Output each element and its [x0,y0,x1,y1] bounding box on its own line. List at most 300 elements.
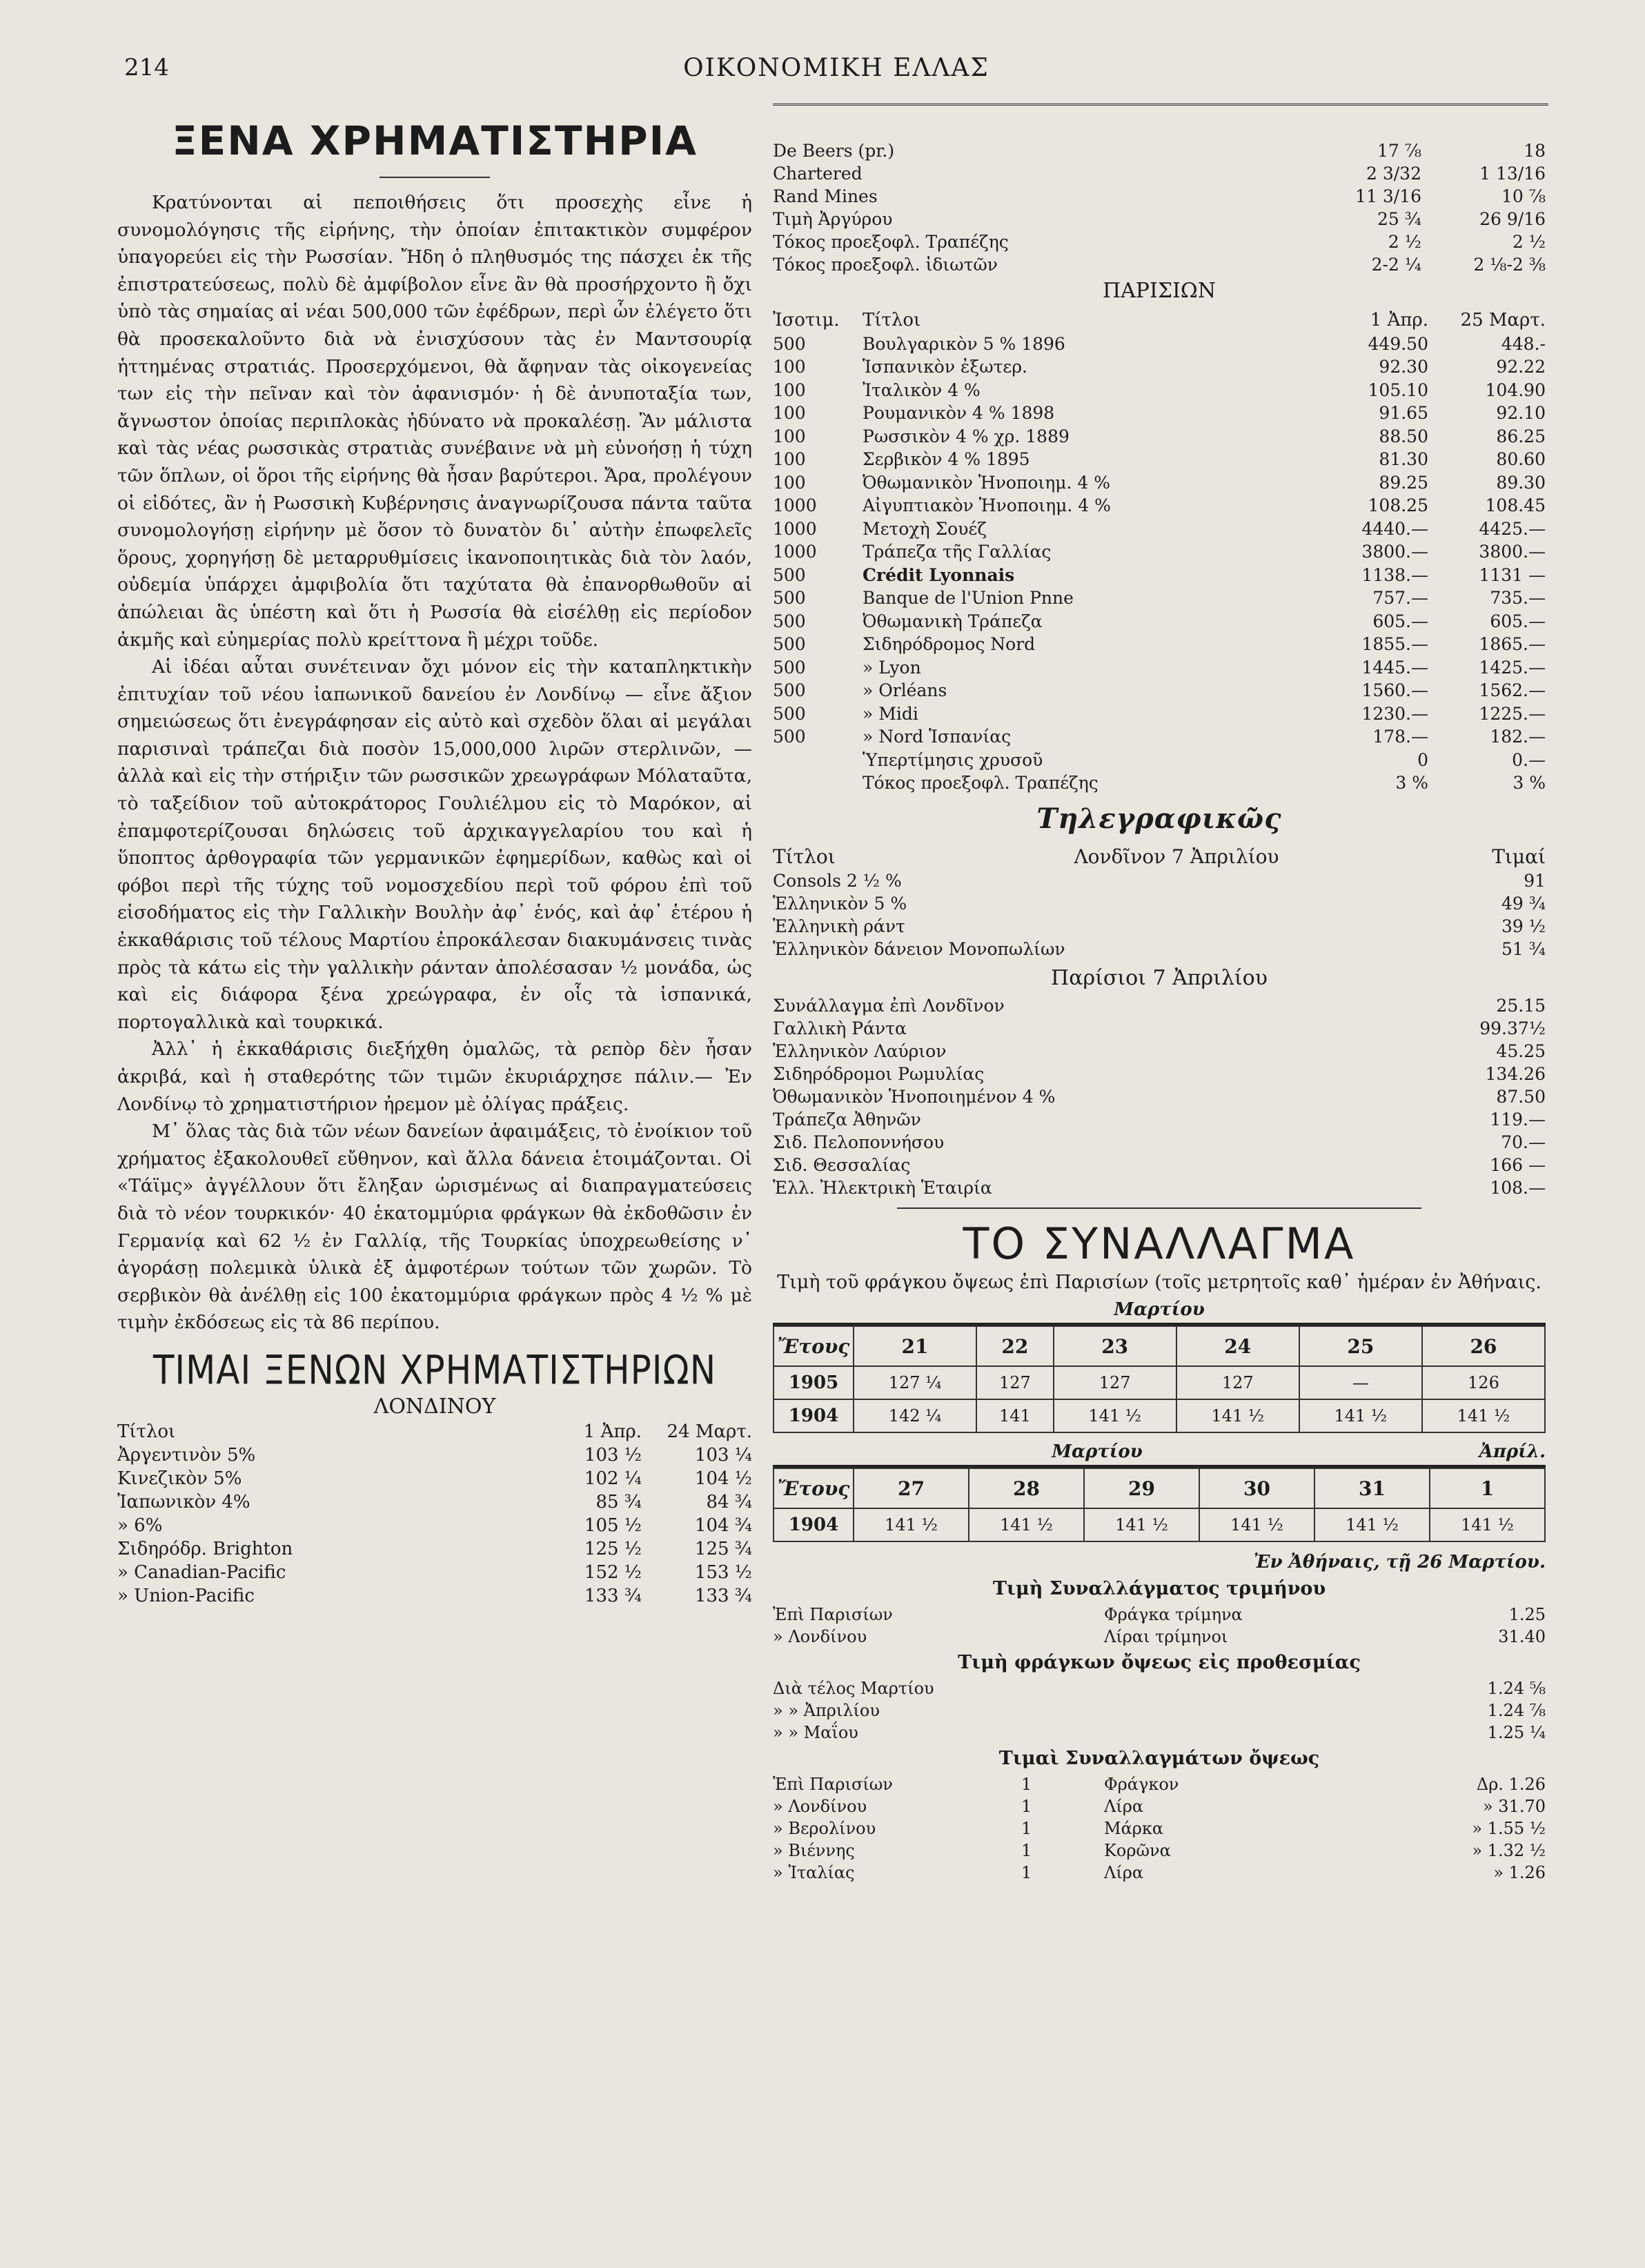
rate-cell: 141 ½ [1314,1508,1430,1541]
rate-cell: 127 [1176,1366,1299,1399]
table-row [773,770,1546,793]
rate-cell: 141 ½ [1299,1399,1422,1432]
table-header-row [774,1326,1545,1366]
row-value: 86.25 [1496,426,1546,446]
dateline: Ἐν Ἀθήναις, τῇ 26 Μαρτίου. [1253,1552,1546,1572]
row-value: 102 ¼ [584,1468,642,1489]
row-value: 153 ½ [694,1561,752,1583]
row-value: 1138.— [1361,564,1428,585]
row-name: Τιμὴ Ἀργύρου [773,209,893,229]
nominal-header: Ἰσοτιμ. [773,310,840,331]
table-row [773,936,1546,959]
row-name: Τόκος προεξοφλ. Τραπέζης [773,232,1009,252]
table-row [773,1772,1546,1794]
row-name: » » Μαΐου [773,1723,858,1742]
row-name: Ὀθωμανικὸν Ἡνοποιημένον 4 % [773,1087,1056,1107]
table-row [773,1860,1546,1882]
row-value: 84 ¾ [706,1491,752,1512]
row-value: 39 ½ [1501,916,1546,936]
row-value: 0 [1417,749,1428,770]
row-value: 1.24 ⅞ [1487,1701,1546,1720]
london-tel-rows [773,868,1546,959]
rate-cell: 141 ½ [1430,1508,1545,1541]
month-label-row [773,1439,1546,1465]
table-row [773,184,1546,206]
article-paragraph: Κρατύνονται αἱ πεποιθήσεις ὅτι προσεχὴς εἶνε ἡ συνομολόγησις τῆς εἰρήνης, τὴν ὁποίαν ἐπιτακτικὸν συμφέρον ὑπαγορεύει εἰς τὴν Ρωσσίαν. Ἤδη ὁ πληθυσμός της πάσχει ἐκ τῆς ἐπιστρατεύσεως, πολὺ δὲ ἀμφίβολον εἶνε ἂν θὰ προσήρχοντο ἢ ὄχι ὑπὸ τὰς σημαίας αἱ νέαι 500,000 τῶν ἐφέδρων, περὶ ὧν ἐλέγετο ὅτι θὰ προσεκαλοῦντο διὰ νὰ ἐνισχύσουν τὰς ἐν Μαντσουρίᾳ ἡττημένας στρατιάς. Προσερχόμενοι, θὰ ἄφηναν τὰς οἰκογενείας των εἰς τὴν πεῖναν καὶ τὸν ἀφανισμόν· ἡ δὲ ἀνυποταξία των, ἄγνωστον ὁποίας περιπλοκὰς ἠδύνατο νὰ προκαλέσῃ. Ἂν μάλιστα καὶ τὰς νέας ρωσσικὰς στρατιὰς συνέβαινε νὰ μὴ εὐνοήσῃ ἡ τύχη τῶν ὅπλων, οἱ ὅροι τῆς εἰρήνης θὰ ἦσαν βαρύτεροι. Ἄρα, προλέγουν οἱ εἰδότες, ἂν ἡ Ρωσσικὴ Κυβέρνησις ἀναγνωρίζουσα πάντα ταῦτα συνομολογήσῃ εἰρήνην μὲ ὅσον τὸ δυνατὸν δι᾽ αὐτὴν ἐπωφελεῖς ὅρους, χορηγήσῃ δὲ μεταρρυθμίσεις ἱκανοποιητικὰς διὰ τὸν λαόν, οὐδεμία ὑπάρχει ἀμφιβολία ὅτι ταχύτατα θὰ ἐπανορθωθοῦν αἱ ἀπώλειαι ἃς ὑπέστη καὶ ὅτι ἡ Ρωσσία θὰ εἰσέλθῃ εἰς περίοδον ἀκμῆς καὶ εὐημερίας πολὺ κρείττονα ἢ μέχρι τοῦδε. [117,192,752,651]
day-header: 30 [1199,1468,1314,1508]
day-header: 22 [976,1326,1054,1366]
row-value: 605.— [1490,611,1546,631]
telegraph-title: Τηλεγραφικῶς [1036,802,1282,835]
row-value: 125 ¾ [694,1538,752,1559]
paris-tel-rows [773,993,1546,1198]
row-value: 757.— [1372,588,1428,608]
table-row [773,1084,1546,1107]
rate-cell: 142 ¼ [854,1399,976,1432]
rate-cell: 141 ½ [1084,1508,1199,1541]
table-row [773,700,1546,724]
table-row [773,1016,1546,1038]
year-cell: 1904 [774,1508,854,1541]
rate-cell: 127 ¼ [854,1366,976,1399]
row-name: Ἑλληνικὸν δάνειον Μονοπωλίων [773,939,1065,959]
row-name: Rand Mines [773,186,878,206]
row-value: 104 ¾ [694,1515,752,1536]
row-value: 25.15 [1496,996,1546,1016]
row-nominal: 500 [773,680,806,700]
row-value: 178.— [1372,727,1428,747]
rate-cell: 127 [976,1366,1054,1399]
row-value: 108.25 [1368,495,1428,515]
row-name: Τράπεζα Ἀθηνῶν [773,1110,921,1130]
row-value: 1.25 ¼ [1487,1723,1546,1742]
day-header: 25 [1299,1326,1422,1366]
row-nominal: 500 [773,727,806,747]
row-qty: 1 [1021,1863,1032,1882]
london-label: ΛΟΝΔΙΝΟΥ [373,1394,496,1419]
row-value: 2 ⅛-2 ⅜ [1473,255,1546,275]
row-value: 1131 — [1479,564,1546,585]
year-cell: 1904 [774,1399,854,1432]
row-name: Σερβικὸν 4 % 1895 [863,449,1030,469]
row-value: 1425.— [1479,657,1546,678]
table-row [773,891,1546,914]
row-name: Consols 2 ½ % [773,871,902,891]
row-value: 81.30 [1379,449,1428,469]
top-price-rows [773,138,1546,275]
row-value: 3800.— [1361,542,1428,562]
date1-header: 1 Ἀπρ. [583,1421,642,1442]
year-header: Ἔτους [774,1468,854,1508]
section-divider [897,1207,1421,1209]
row-name: » Βερολίνου [773,1819,876,1838]
page-header [124,54,1548,95]
row-unit: Μάρκα [1104,1819,1164,1838]
header-rule [773,103,1548,106]
row-value: 31.40 [1498,1627,1546,1646]
table-row [773,1816,1546,1838]
row-name: Ἑλληνικὸν Λαύριον [773,1041,947,1061]
row-name: Σιδηρόδρομοι Ρωμυλίας [773,1064,985,1084]
row-value: 3 % [1513,773,1546,793]
row-nominal: 500 [773,333,806,354]
row-name: Ἐπὶ Παρισίων [773,1605,893,1624]
table-row [773,161,1546,184]
row-name: » Λονδίνου [773,1627,867,1646]
article-title: ΞΕΝΑ ΧΡΗΜΑΤΙΣΤΗΡΙΑ [171,117,698,164]
table-row [773,1152,1546,1175]
row-qty: 1 [1021,1841,1032,1860]
paris-tel-header: Παρίσιοι 7 Ἀπριλίου [1051,966,1268,990]
paris-label: ΠΑΡΙΣΙΩΝ [1102,279,1216,303]
table-row [773,631,1546,655]
row-name: Ἑλλ. Ἠλεκτρικὴ Ἑταιρία [773,1178,992,1198]
month-label: Μαρτίου [1114,1299,1205,1320]
row-name: Chartered [773,164,863,184]
row-value: 0.— [1512,749,1546,770]
row-value: 2-2 ¼ [1371,255,1421,275]
rate-cell: — [1299,1366,1422,1399]
row-name: » Βιέννης [773,1841,855,1860]
rate-cell: 141 ½ [1199,1508,1314,1541]
row-nominal: 500 [773,703,806,724]
day-header: 24 [1176,1326,1299,1366]
paris-header-row [773,307,1546,331]
prices-header: Τιμαί [1492,845,1546,868]
forward-rows [773,1676,1546,1742]
table-row [773,1794,1546,1816]
row-value: 25 ¾ [1377,209,1421,229]
row-name: Ὀθωμανικὸν Ἡνοποιημ. 4 % [863,472,1110,493]
row-name: » Ἰταλίας [773,1863,855,1882]
table-row [773,678,1546,701]
row-value: 88.50 [1379,426,1428,446]
row-unit: Λίρα [1104,1863,1144,1882]
table-row [773,1698,1546,1720]
row-name: » » Ἀπριλίου [773,1701,880,1720]
day-header: 1 [1430,1468,1545,1508]
rate-cell: 141 ½ [854,1508,969,1541]
row-name: » Canadian-Pacific [117,1561,286,1583]
row-value: 85 ¾ [595,1491,642,1512]
row-value: 103 ½ [584,1444,642,1466]
row-value: 104.90 [1485,379,1546,400]
row-name: » Orléans [863,680,947,700]
three-month-title: Τιμὴ Συναλλάγματος τριμήνου [992,1578,1326,1599]
right-column [773,138,1546,1882]
table-row [774,1508,1545,1541]
page-number: 214 [124,54,169,81]
row-name: Τόκος προεξοφλ. Τραπέζης [863,773,1099,793]
row-value: 449.50 [1368,333,1428,354]
day-header: 26 [1422,1326,1545,1366]
table-row [773,585,1546,609]
row-value: » 1.32 ½ [1472,1841,1546,1860]
row-name: Ρωσσικὸν 4 % χρ. 1889 [863,426,1070,446]
table-row [773,206,1546,229]
row-name: Συνάλλαγμα ἐπὶ Λονδῖνον [773,996,1005,1016]
row-value: 10 ⅞ [1501,186,1546,206]
row-value: » 1.55 ½ [1472,1819,1546,1838]
rate-cell: 141 [976,1399,1054,1432]
date2-header: 25 Μαρτ. [1460,310,1546,331]
row-name: » Nord Ἱσπανίας [863,727,1012,747]
row-unit: Φράγκα τρίμηνα [1104,1605,1243,1624]
row-name: Σιδηρόδρ. Brighton [117,1538,293,1559]
row-nominal: 100 [773,403,806,423]
row-value: 735.— [1490,588,1546,608]
rate-cell: 141 ½ [1176,1399,1299,1432]
title-rule [380,177,490,178]
table-row [773,654,1546,678]
row-value: 89.30 [1496,472,1546,493]
table-row [773,252,1546,275]
row-name: Ἰταλικὸν 4 % [863,379,981,400]
exchange-table-1 [773,1325,1546,1433]
row-nominal: 1000 [773,495,817,515]
table-row [773,1676,1546,1698]
row-qty: 1 [1021,1775,1032,1794]
row-value: 17 ⅞ [1377,141,1421,161]
row-value: » 1.26 [1493,1863,1546,1882]
row-value: 103 ¼ [694,1444,752,1466]
row-value: 134.26 [1485,1064,1546,1084]
publication-title: ΟΙΚΟΝΟΜΙΚΗ ΕΛΛΑΣ [683,54,989,82]
forward-title: Τιμὴ φράγκων ὄψεως εἰς προθεσμίας [958,1652,1361,1673]
row-qty: 1 [1021,1819,1032,1838]
row-value: 108.45 [1485,495,1546,515]
row-value: 1855.— [1361,634,1428,654]
row-name: Crédit Lyonnais [863,564,1015,585]
row-value: 99.37½ [1479,1018,1546,1038]
row-name: Κινεζικὸν 5% [117,1468,242,1489]
rate-cell: 126 [1422,1366,1545,1399]
row-value: 2 ½ [1388,232,1421,252]
table-row [773,993,1546,1016]
row-value: 87.50 [1496,1087,1546,1107]
row-value: 605.— [1372,611,1428,631]
table-row [117,1466,752,1489]
table-row [773,354,1546,377]
paris-rows [773,331,1546,793]
row-value: 1 13/16 [1479,164,1546,184]
row-name: Σιδ. Πελοποννήσου [773,1132,945,1152]
exchange-table-2 [773,1468,1546,1542]
table-row [773,1175,1546,1198]
table-row [773,1602,1546,1624]
table-row [773,562,1546,585]
row-value: 80.60 [1496,449,1546,469]
table-row [773,446,1546,470]
row-nominal: 100 [773,357,806,377]
row-nominal: 100 [773,426,806,446]
table-row [773,747,1546,770]
rate-cell: 141 ½ [1054,1399,1176,1432]
three-month-rows [773,1602,1546,1646]
date1-header: 1 Ἀπρ. [1370,310,1428,331]
row-name: Μετοχὴ Σουέζ [863,518,987,539]
titles-header: Τίτλοι [863,310,921,331]
table-row [117,1489,752,1512]
row-nominal: 500 [773,564,806,585]
table-row [773,138,1546,161]
row-value: 133 ¾ [694,1585,752,1606]
row-value: 1230.— [1361,703,1428,724]
rate-cell: 141 ½ [969,1508,1084,1541]
row-qty: 1 [1021,1797,1032,1816]
year-header: Ἔτους [774,1326,854,1366]
table-row [773,423,1546,446]
row-nominal: 100 [773,449,806,469]
row-value: 4425.— [1479,518,1546,539]
row-name: Βουλγαρικὸν 5 % 1896 [863,333,1065,354]
table-row [773,914,1546,936]
titles-header: Τίτλοι [773,845,836,868]
day-header: 31 [1314,1468,1430,1508]
day-header: 27 [854,1468,969,1508]
row-unit: Λίραι τρίμηνοι [1104,1627,1228,1646]
row-name: Ἀργεντινὸν 5% [117,1444,256,1466]
row-value: 49 ¾ [1501,894,1546,914]
row-value: 1560.— [1361,680,1428,700]
row-name: Banque de l'Union Pnne [863,588,1074,608]
row-name: Αἰγυπτιακὸν Ἡνοποιημ. 4 % [863,495,1111,515]
row-value: 133 ¾ [584,1585,642,1606]
row-name: Ἰαπωνικὸν 4% [117,1491,250,1512]
table-row [773,515,1546,539]
row-value: 3 % [1395,773,1428,793]
row-name: Γαλλικὴ Ράντα [773,1018,907,1038]
exchange-description: Τιμὴ τοῦ φράγκου ὄψεως ἐπὶ Παρισίων (τοῖς μετρητοῖς καθ᾽ ἡμέραν ἐν Ἀθήναις. [777,1272,1541,1293]
row-name: De Beers (pr.) [773,141,895,161]
row-name: » Lyon [863,657,921,678]
row-value: 105.10 [1368,379,1428,400]
london-header-row [117,1419,752,1442]
row-value: 1865.— [1479,634,1546,654]
table-row [773,1061,1546,1084]
row-name: Ἱσπανικὸν ἐξωτερ. [863,357,1028,377]
row-nominal: 500 [773,657,806,678]
table-header-row [774,1468,1545,1508]
table-row [773,1720,1546,1742]
table-row [773,539,1546,562]
row-value: » 31.70 [1482,1797,1546,1816]
london-tel-header [773,842,1546,868]
row-nominal: 500 [773,611,806,631]
date2-header: 24 Μαρτ. [667,1421,752,1442]
exchange-title: ΤΟ ΣΥΝΑΛΛΑΓΜΑ [963,1219,1356,1269]
left-column [117,117,752,1606]
row-value: 105 ½ [584,1515,642,1536]
table-row [773,493,1546,516]
row-name: Σιδ. Θεσσαλίας [773,1155,911,1175]
table-row [773,1038,1546,1061]
row-name: Τράπεζα τῆς Γαλλίας [863,542,1052,562]
row-value: 166 — [1490,1155,1546,1175]
table-row [773,1130,1546,1152]
row-name: » 6% [117,1515,163,1536]
year-cell: 1905 [774,1366,854,1399]
row-value: 104 ½ [694,1468,752,1489]
row-value: 119.— [1490,1110,1546,1130]
table-row [773,331,1546,354]
row-name: Διὰ τέλος Μαρτίου [773,1679,934,1698]
table-row [773,608,1546,631]
table-row [117,1442,752,1466]
article-paragraph: Μ᾽ ὅλας τὰς διὰ τῶν νέων δανείων ἀφαιμάξεις, τὸ ἐνοίκιον τοῦ χρήματος ἐξακολουθεῖ εὔθηνον, καὶ ἄλλα δάνεια ἑτοιμάζονται. Οἱ «Τάϊμς» ἀγγέλλουν ὅτι ἔληξαν ὡρισμένως αἱ διαπραγματεύσεις διὰ τὸ νέον τουρκικόν· 40 ἑκατομμύρια φράγκων θὰ ἐκδοθῶσιν ἐν Γερμανίᾳ καὶ 62 ½ ἐν Γαλλίᾳ, τῆς Τουρκίας ὑποχρεωθείσης ν᾽ ἀγοράσῃ πολεμικὰ ὑλικὰ ἐξ ἀμφοτέρων τούτων τῶν χωρῶν. Τὸ σερβικὸν θὰ ἀνέλθῃ εἰς 100 ἑκατομμύρια φράγκων πρὸς 4 ½ % μὲ τιμὴν ἐκδόσεως εἰς τὰ 86 περίπου. [117,1121,752,1334]
sight-rows [773,1772,1546,1882]
row-value: 182.— [1490,727,1546,747]
row-unit: Λίρα [1104,1797,1144,1816]
sight-title: Τιμαὶ Συναλλαγμάτων ὄψεως [998,1748,1320,1769]
row-value: 108.— [1490,1178,1546,1198]
row-value: 2 ½ [1512,232,1546,252]
table-row [773,724,1546,747]
table-row [773,868,1546,891]
row-name: » Λονδίνου [773,1797,867,1816]
day-header: 21 [854,1326,976,1366]
row-value: 4440.— [1361,518,1428,539]
row-value: 1445.— [1361,657,1428,678]
table-row [773,1838,1546,1860]
article-paragraph: Αἱ ἰδέαι αὗται συνέτειναν ὄχι μόνον εἰς τὴν καταπληκτικὴν ἐπιτυχίαν τοῦ νέου ἰαπωνικοῦ δανείου ἐν Λονδίνῳ — εἶνε ἄξιον σημειώσεως ὅτι ἐνεγράφησαν εἰς αὐτὸ καὶ σχεδὸν ὅλαι αἱ μεγάλαι παρισιναὶ τράπεζαι διὰ ποσὸν 15,000,000 λιρῶν στερλινῶν, — ἀλλὰ καὶ εἰς τὴν στήριξιν τῶν ρωσσικῶν χρεωγράφων Μόλαταῦτα, τὸ ταξείδιον τοῦ αὐτοκράτορος Γουλιέλμου εἰς τὸ Μαρόκον, αἱ ἐπαμφοτερίζουσαι δηλώσεις τοῦ ἀρχικαγγελαρίου του καὶ ἡ ὕποπτος ἀρθογραφία τῶν γερμανικῶν ἐφημερίδων, καθὼς καὶ οἱ φόβοι περὶ τῆς τύχης τοῦ νομοσχεδίου περὶ τοῦ φόρου ἐπὶ τοῦ εἰσοδήματος εἰς τὴν Γαλλικὴν Βουλὴν ἀφ᾽ ἑνός, καὶ ἀφ᾽ ἑτέρου ἡ ἐκκαθάρισις τοῦ τέλους Μαρτίου ἐπροκάλεσαν διακυμάνσεις τινὰς πρὸς τὰ κάτω εἰς τὴν γαλλικὴν ράνταν ἀπολέσασαν ½ μονάδα, ὡς καὶ εἰς διάφορα ξένα χρεώγραφα, ἐν οἷς τὰ ἱσπανικά, πορτογαλλικὰ καὶ τουρκικά. [117,656,752,1033]
row-value: 70.— [1501,1132,1546,1152]
month-label: Μαρτίου [1052,1441,1143,1462]
day-header: 28 [969,1468,1084,1508]
london-rows [117,1442,752,1606]
london-date-header: Λονδῖνον 7 Ἀπριλίου [1074,845,1279,868]
table-row [117,1583,752,1606]
row-value: 3800.— [1479,542,1546,562]
row-nominal: 500 [773,634,806,654]
row-nominal: 1000 [773,542,817,562]
row-value: 1562.— [1479,680,1546,700]
row-name: Ἑλληνικὴ ράντ [773,916,905,936]
table-row [773,1624,1546,1646]
row-value: 1.24 ⅝ [1487,1679,1546,1698]
rate-cell: 127 [1054,1366,1176,1399]
table-row [773,229,1546,252]
row-nominal: 100 [773,379,806,400]
day-header: 23 [1054,1326,1176,1366]
row-name: Σιδηρόδρομος Nord [863,634,1036,654]
row-name: » Midi [863,703,918,724]
row-value: 152 ½ [584,1561,642,1583]
table-row [774,1399,1545,1432]
table-row [117,1512,752,1536]
row-unit: Κορῶνα [1104,1841,1171,1860]
titles-header: Τίτλοι [117,1421,176,1442]
row-nominal: 100 [773,472,806,493]
row-value: 448.- [1501,333,1546,354]
table-row [773,400,1546,424]
row-value: 89.25 [1379,472,1428,493]
row-name: Ὑπερτίμησις χρυσοῦ [863,749,1043,770]
row-value: 92.30 [1379,357,1428,377]
row-value: 1225.— [1479,703,1546,724]
row-value: 45.25 [1496,1041,1546,1061]
month-label-april: Ἀπρίλ. [1479,1441,1546,1462]
rate-cell: 141 ½ [1422,1399,1545,1432]
row-nominal: 500 [773,588,806,608]
row-nominal: 1000 [773,518,817,539]
row-unit: Φράγκον [1104,1775,1179,1794]
row-value: Δρ. 1.26 [1476,1775,1546,1794]
row-value: 51 ¾ [1501,939,1546,959]
row-name: » Union-Pacific [117,1585,255,1606]
row-value: 1.25 [1508,1605,1546,1624]
prices-title: ΤΙΜΑΙ ΞΕΝΩΝ ΧΡΗΜΑΤΙΣΤΗΡΙΩΝ [152,1347,717,1394]
